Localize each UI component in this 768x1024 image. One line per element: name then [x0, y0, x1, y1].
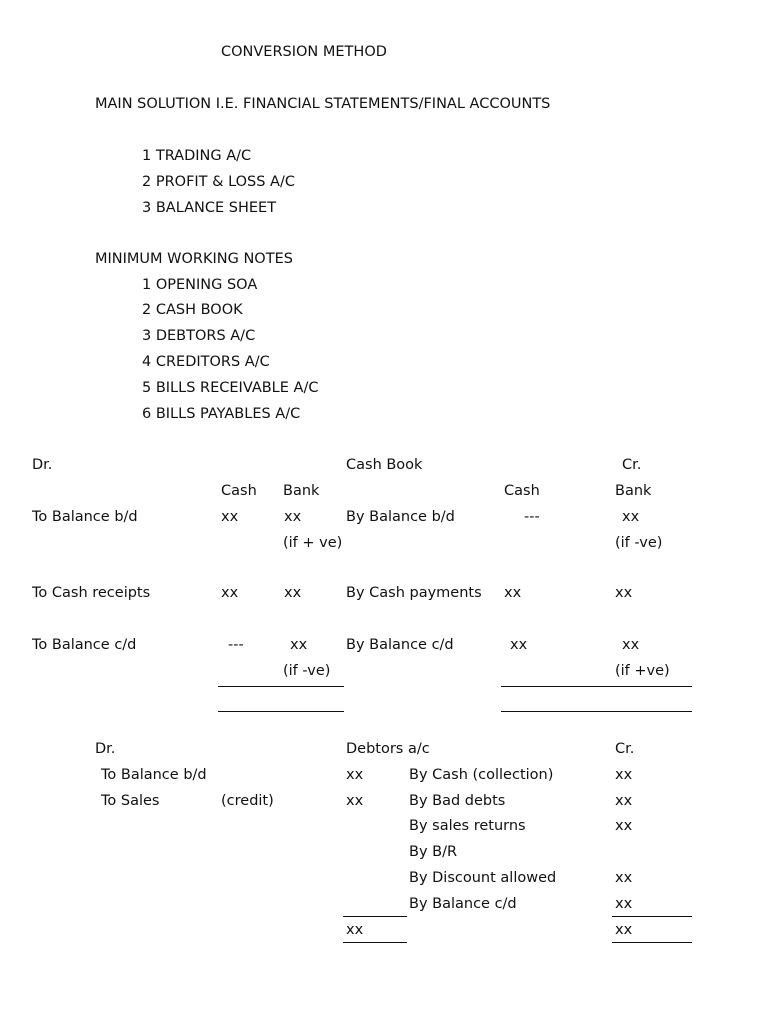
cr-particulars: By Balance b/d	[346, 509, 455, 525]
main-solution-heading: MAIN SOLUTION I.E. FINANCIAL STATEMENTS/FINAL ACCOUNTS	[95, 96, 551, 112]
list-item: 6 BILLS PAYABLES A/C	[142, 406, 301, 422]
cr-cash-amount: ---	[524, 509, 540, 525]
cr-particulars: By Bad debts	[409, 793, 506, 809]
list-item: 4 CREDITORS A/C	[142, 354, 270, 370]
column-header-bank: Bank	[615, 483, 652, 499]
dr-bank-amount: xx	[284, 585, 302, 601]
cr-amount: xx	[615, 767, 633, 783]
cr-particulars: By sales returns	[409, 818, 526, 834]
cr-amount: xx	[615, 870, 633, 886]
dr-particulars: To Sales	[101, 793, 160, 809]
cr-bank-amount: xx	[622, 637, 640, 653]
cr-note: (if +ve)	[615, 663, 670, 679]
cr-cash-amount: xx	[510, 637, 528, 653]
cr-amount: xx	[615, 793, 633, 809]
cr-amount: xx	[615, 818, 633, 834]
dr-label: Dr.	[95, 741, 116, 757]
list-item: 1 TRADING A/C	[142, 148, 252, 164]
list-item: 3 BALANCE SHEET	[142, 200, 277, 216]
cr-particulars: By Discount allowed	[409, 870, 557, 886]
dr-note: (if -ve)	[283, 663, 331, 679]
dr-cash-amount: xx	[221, 509, 239, 525]
cr-particulars: By Cash payments	[346, 585, 482, 601]
dr-label: Dr.	[32, 457, 53, 473]
dr-cash-amount: xx	[221, 585, 239, 601]
dr-particulars: To Cash receipts	[32, 585, 151, 601]
dr-amount: xx	[346, 793, 364, 809]
cr-total: xx	[615, 922, 633, 938]
page-title: CONVERSION METHOD	[221, 44, 387, 60]
cr-particulars: By B/R	[409, 844, 458, 860]
cr-label: Cr.	[615, 741, 635, 757]
total-rule	[343, 942, 407, 943]
column-header-cash: Cash	[221, 483, 257, 499]
list-item: 3 DEBTORS A/C	[142, 328, 256, 344]
list-item: 2 PROFIT & LOSS A/C	[142, 174, 295, 190]
list-item: 1 OPENING SOA	[142, 277, 258, 293]
dr-bank-amount: xx	[284, 509, 302, 525]
total-rule	[501, 686, 692, 687]
dr-note: (credit)	[221, 793, 274, 809]
total-rule	[343, 916, 407, 917]
dr-particulars: To Balance b/d	[32, 509, 138, 525]
list-item: 5 BILLS RECEIVABLE A/C	[142, 380, 319, 396]
cr-particulars: By Cash (collection)	[409, 767, 554, 783]
cr-note: (if -ve)	[615, 535, 663, 551]
total-rule	[218, 711, 344, 712]
cr-bank-amount: xx	[622, 509, 640, 525]
dr-particulars: To Balance c/d	[32, 637, 137, 653]
cr-particulars: By Balance c/d	[409, 896, 517, 912]
total-rule	[612, 916, 692, 917]
dr-particulars: To Balance b/d	[101, 767, 207, 783]
cr-particulars: By Balance c/d	[346, 637, 454, 653]
cr-amount: xx	[615, 896, 633, 912]
total-rule	[501, 711, 692, 712]
cr-cash-amount: xx	[504, 585, 522, 601]
working-notes-heading: MINIMUM WORKING NOTES	[95, 251, 293, 267]
column-header-bank: Bank	[283, 483, 320, 499]
cr-label: Cr.	[622, 457, 642, 473]
dr-amount: xx	[346, 767, 364, 783]
total-rule	[612, 942, 692, 943]
list-item: 2 CASH BOOK	[142, 302, 243, 318]
dr-note: (if + ve)	[283, 535, 343, 551]
dr-total: xx	[346, 922, 364, 938]
account-title: Debtors a/c	[346, 741, 430, 757]
dr-bank-amount: xx	[290, 637, 308, 653]
column-header-cash: Cash	[504, 483, 540, 499]
dr-cash-amount: ---	[228, 637, 244, 653]
total-rule	[218, 686, 344, 687]
cr-bank-amount: xx	[615, 585, 633, 601]
account-title: Cash Book	[346, 457, 423, 473]
